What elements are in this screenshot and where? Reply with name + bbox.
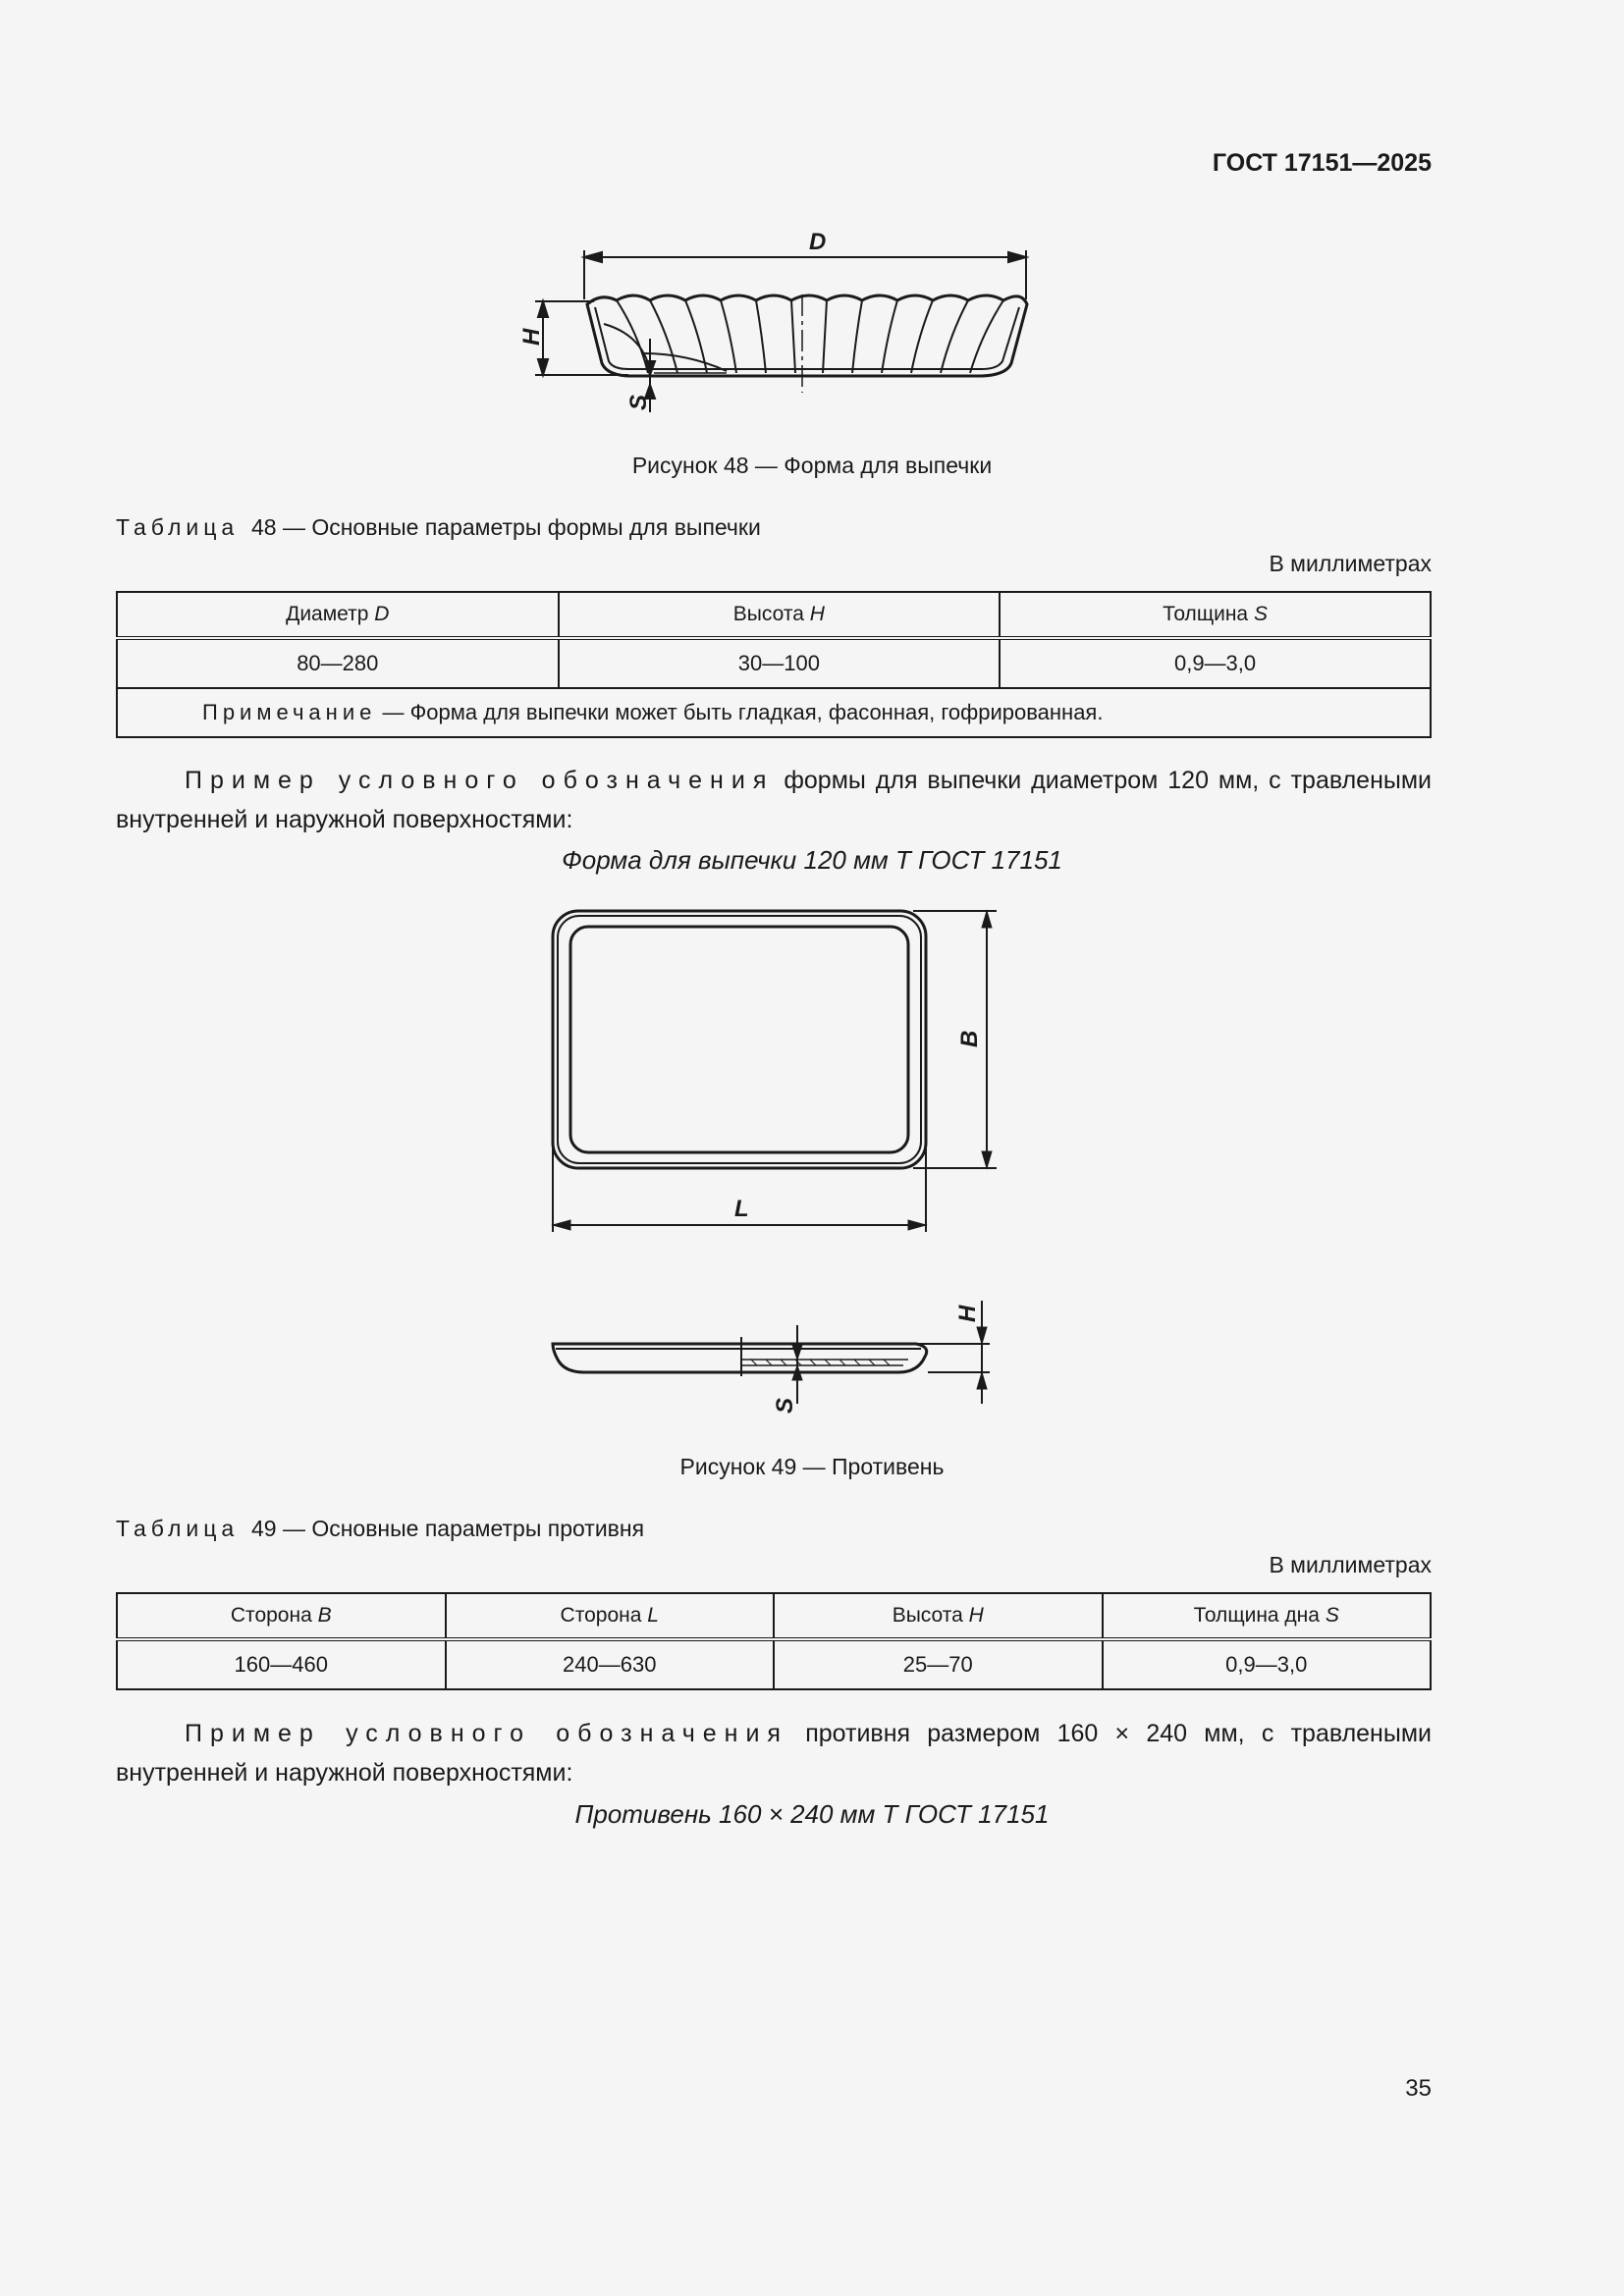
table-48-units: В миллиметрах xyxy=(1269,551,1432,576)
header-text: Высота xyxy=(892,1604,969,1627)
example-48-paragraph xyxy=(116,761,1432,839)
table-note xyxy=(117,688,1431,737)
dimension-h-label: H xyxy=(954,1305,981,1322)
table-cell: 80—280 xyxy=(117,638,559,688)
header-text: Толщина xyxy=(1163,603,1254,625)
table-header-cell xyxy=(559,592,1001,638)
table-49-title xyxy=(116,1516,644,1542)
figure-49-baking-tray xyxy=(530,888,1060,1423)
example-48-designation: Форма для выпечки 120 мм Т ГОСТ 17151 xyxy=(562,845,1062,875)
example-49-designation: Противень 160 × 240 мм Т ГОСТ 17151 xyxy=(574,1799,1050,1829)
figure-49-caption: Рисунок 49 — Противень xyxy=(679,1454,945,1479)
example-49-paragraph xyxy=(116,1714,1432,1792)
table-header-cell xyxy=(1000,592,1431,638)
table-label: Таблица xyxy=(116,1516,240,1541)
table-row xyxy=(117,1639,1431,1689)
header-text: Высота xyxy=(732,603,810,625)
table-title-text: 49 — Основные параметры противня xyxy=(250,1516,645,1541)
dimension-l-label: L xyxy=(734,1196,749,1222)
table-48 xyxy=(116,591,1432,738)
table-48-title xyxy=(116,514,761,541)
table-header-cell xyxy=(117,1593,446,1639)
header-symbol: B xyxy=(317,1604,332,1627)
document-header: ГОСТ 17151—2025 xyxy=(1212,149,1432,177)
header-text: Диаметр xyxy=(286,603,375,625)
header-text: Сторона xyxy=(560,1604,648,1627)
table-header-cell xyxy=(446,1593,775,1639)
header-symbol: S xyxy=(1253,603,1268,625)
table-cell: 30—100 xyxy=(559,638,1001,688)
dimension-d-label: D xyxy=(809,229,827,255)
example-lead: Пример условного обозначения xyxy=(185,1720,788,1747)
header-text: Толщина дна xyxy=(1193,1604,1326,1627)
table-row xyxy=(117,638,1431,688)
dimension-b-label: B xyxy=(956,1030,983,1047)
table-cell: 0,9—3,0 xyxy=(1103,1639,1432,1689)
table-header-cell xyxy=(774,1593,1103,1639)
table-49 xyxy=(116,1592,1432,1690)
header-symbol: L xyxy=(647,1604,659,1627)
header-text: Сторона xyxy=(230,1604,318,1627)
table-title-text: 48 — Основные параметры формы для выпечки xyxy=(250,514,761,540)
example-text: формы для выпечки диаметром 120 мм, с травлеными внутренней и наружной поверхностями: xyxy=(116,767,1432,833)
table-label: Таблица xyxy=(116,514,240,540)
figure-48-baking-form xyxy=(511,221,1060,417)
dimension-s-label: S xyxy=(772,1397,798,1414)
header-symbol: H xyxy=(968,1604,984,1627)
dimension-h-label: H xyxy=(518,328,545,346)
table-49-units: В миллиметрах xyxy=(1269,1552,1432,1577)
example-text: противня размером 160 × 240 мм, с травлеными внутренней и наружной поверхностями: xyxy=(116,1720,1432,1787)
table-cell: 240—630 xyxy=(446,1639,775,1689)
header-symbol: H xyxy=(809,603,825,625)
table-header-cell xyxy=(117,592,559,638)
table-note-row xyxy=(117,688,1431,737)
table-cell: 160—460 xyxy=(117,1639,446,1689)
figure-48-caption: Рисунок 48 — Форма для выпечки xyxy=(631,453,993,478)
page-number: 35 xyxy=(1405,2075,1432,2102)
table-cell: 25—70 xyxy=(774,1639,1103,1689)
dimension-s-label: S xyxy=(625,394,652,410)
note-text: — Форма для выпечки может быть гладкая, фасонная, гофрированная. xyxy=(376,700,1104,724)
table-cell: 0,9—3,0 xyxy=(1000,638,1431,688)
note-label: Примечание xyxy=(202,700,377,724)
header-symbol: S xyxy=(1325,1604,1339,1627)
example-lead: Пример условного обозначения xyxy=(185,767,775,794)
header-symbol: D xyxy=(374,603,390,625)
table-header-cell xyxy=(1103,1593,1432,1639)
